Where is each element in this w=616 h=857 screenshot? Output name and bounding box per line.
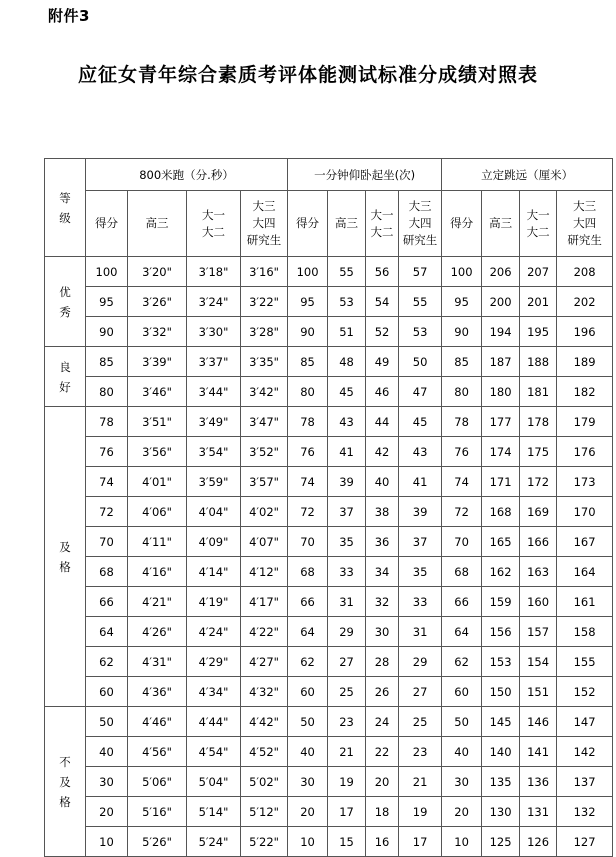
table-cell: 45	[328, 377, 366, 407]
table-cell: 56	[366, 257, 399, 287]
table-cell: 62	[86, 647, 128, 677]
table-cell: 27	[399, 677, 442, 707]
table-cell: 5′16"	[128, 797, 187, 827]
table-cell: 4′29"	[187, 647, 241, 677]
table-row	[45, 407, 613, 437]
table-cell: 70	[86, 527, 128, 557]
table-cell: 20	[86, 797, 128, 827]
table-cell: 28	[366, 647, 399, 677]
table-cell: 39	[328, 467, 366, 497]
table-cell: 78	[86, 407, 128, 437]
table-cell: 10	[86, 827, 128, 857]
table-cell: 130	[482, 797, 520, 827]
table-cell: 72	[86, 497, 128, 527]
table-cell: 3′42"	[241, 377, 288, 407]
table-cell: 29	[328, 617, 366, 647]
table-cell: 37	[328, 497, 366, 527]
table-cell: 189	[557, 347, 613, 377]
grade-header: 等 级	[45, 159, 86, 257]
table-cell: 5′04"	[187, 767, 241, 797]
table-cell: 126	[520, 827, 557, 857]
table-cell: 178	[520, 407, 557, 437]
table-cell: 42	[366, 437, 399, 467]
table-cell: 74	[288, 467, 328, 497]
table-cell: 3′59"	[187, 467, 241, 497]
table-cell: 46	[366, 377, 399, 407]
table-cell: 64	[86, 617, 128, 647]
table-cell: 43	[399, 437, 442, 467]
table-cell: 3′32"	[128, 317, 187, 347]
table-cell: 37	[399, 527, 442, 557]
table-row	[45, 827, 613, 857]
table-cell: 40	[86, 737, 128, 767]
table-cell: 78	[442, 407, 482, 437]
table-cell: 171	[482, 467, 520, 497]
table-cell: 4′01"	[128, 467, 187, 497]
table-cell: 31	[399, 617, 442, 647]
group-header-situps: 一分钟仰卧起坐(次)	[288, 159, 442, 191]
table-cell: 36	[366, 527, 399, 557]
table-cell: 35	[328, 527, 366, 557]
sub-header-score: 得分	[288, 191, 328, 257]
table-cell: 64	[288, 617, 328, 647]
table-cell: 5′24"	[187, 827, 241, 857]
table-cell: 147	[557, 707, 613, 737]
table-cell: 25	[399, 707, 442, 737]
table-cell: 30	[366, 617, 399, 647]
table-cell: 55	[328, 257, 366, 287]
table-cell: 4′42"	[241, 707, 288, 737]
table-cell: 195	[520, 317, 557, 347]
table-cell: 4′46"	[128, 707, 187, 737]
table-cell: 26	[366, 677, 399, 707]
table-cell: 53	[399, 317, 442, 347]
table-cell: 40	[366, 467, 399, 497]
table-cell: 19	[328, 767, 366, 797]
table-cell: 95	[442, 287, 482, 317]
table-row	[45, 287, 613, 317]
table-cell: 48	[328, 347, 366, 377]
table-cell: 33	[328, 557, 366, 587]
table-cell: 3′47"	[241, 407, 288, 437]
table-cell: 169	[520, 497, 557, 527]
table-cell: 4′27"	[241, 647, 288, 677]
table-cell: 30	[86, 767, 128, 797]
table-cell: 5′06"	[128, 767, 187, 797]
table-cell: 4′04"	[187, 497, 241, 527]
table-cell: 173	[557, 467, 613, 497]
table-cell: 155	[557, 647, 613, 677]
table-cell: 57	[399, 257, 442, 287]
grade-label: 优 秀	[45, 257, 86, 347]
table-cell: 50	[288, 707, 328, 737]
table-cell: 202	[557, 287, 613, 317]
table-cell: 95	[288, 287, 328, 317]
table-cell: 68	[288, 557, 328, 587]
table-cell: 4′11"	[128, 527, 187, 557]
table-cell: 166	[520, 527, 557, 557]
table-cell: 3′49"	[187, 407, 241, 437]
table-cell: 76	[86, 437, 128, 467]
table-cell: 16	[366, 827, 399, 857]
table-cell: 163	[520, 557, 557, 587]
table-cell: 90	[288, 317, 328, 347]
table-cell: 90	[86, 317, 128, 347]
table-cell: 72	[442, 497, 482, 527]
table-cell: 153	[482, 647, 520, 677]
table-cell: 4′06"	[128, 497, 187, 527]
table-cell: 64	[442, 617, 482, 647]
table-cell: 74	[86, 467, 128, 497]
table-cell: 158	[557, 617, 613, 647]
table-cell: 47	[399, 377, 442, 407]
sub-header-senior-high: 高三	[482, 191, 520, 257]
table-cell: 3′37"	[187, 347, 241, 377]
table-cell: 125	[482, 827, 520, 857]
grade-label: 良 好	[45, 347, 86, 407]
table-cell: 207	[520, 257, 557, 287]
table-cell: 20	[288, 797, 328, 827]
table-row	[45, 647, 613, 677]
table-cell: 70	[288, 527, 328, 557]
table-cell: 66	[288, 587, 328, 617]
table-cell: 80	[86, 377, 128, 407]
table-cell: 10	[288, 827, 328, 857]
table-cell: 3′56"	[128, 437, 187, 467]
sub-header-senior-high: 高三	[128, 191, 187, 257]
sub-header-senior-high: 高三	[328, 191, 366, 257]
table-cell: 181	[520, 377, 557, 407]
table-cell: 33	[399, 587, 442, 617]
group-header-800m: 800米跑（分.秒）	[86, 159, 288, 191]
table-cell: 72	[288, 497, 328, 527]
table-row	[45, 767, 613, 797]
table-cell: 52	[366, 317, 399, 347]
table-cell: 156	[482, 617, 520, 647]
table-row	[45, 257, 613, 287]
table-cell: 4′07"	[241, 527, 288, 557]
table-cell: 174	[482, 437, 520, 467]
table-cell: 51	[328, 317, 366, 347]
table-cell: 30	[442, 767, 482, 797]
attachment-label: 附件3	[48, 7, 90, 25]
table-cell: 3′51"	[128, 407, 187, 437]
table-cell: 25	[328, 677, 366, 707]
table-cell: 21	[399, 767, 442, 797]
table-cell: 4′09"	[187, 527, 241, 557]
table-cell: 188	[520, 347, 557, 377]
table-cell: 40	[442, 737, 482, 767]
table-cell: 20	[366, 767, 399, 797]
table-cell: 4′16"	[128, 557, 187, 587]
table-cell: 76	[442, 437, 482, 467]
table-cell: 140	[482, 737, 520, 767]
table-row	[45, 557, 613, 587]
table-cell: 4′02"	[241, 497, 288, 527]
table-cell: 127	[557, 827, 613, 857]
table-cell: 74	[442, 467, 482, 497]
table-cell: 132	[557, 797, 613, 827]
table-cell: 18	[366, 797, 399, 827]
table-cell: 3′57"	[241, 467, 288, 497]
score-table-body	[45, 257, 613, 857]
table-cell: 4′12"	[241, 557, 288, 587]
table-cell: 60	[442, 677, 482, 707]
table-cell: 19	[399, 797, 442, 827]
table-cell: 175	[520, 437, 557, 467]
table-cell: 5′02"	[241, 767, 288, 797]
table-cell: 20	[442, 797, 482, 827]
table-cell: 3′24"	[187, 287, 241, 317]
table-cell: 151	[520, 677, 557, 707]
table-cell: 40	[288, 737, 328, 767]
table-cell: 100	[86, 257, 128, 287]
table-cell: 152	[557, 677, 613, 707]
table-cell: 100	[288, 257, 328, 287]
table-cell: 4′21"	[128, 587, 187, 617]
table-cell: 5′14"	[187, 797, 241, 827]
table-row	[45, 437, 613, 467]
table-cell: 23	[399, 737, 442, 767]
table-cell: 53	[328, 287, 366, 317]
table-cell: 4′44"	[187, 707, 241, 737]
table-cell: 3′54"	[187, 437, 241, 467]
table-cell: 41	[399, 467, 442, 497]
table-cell: 3′30"	[187, 317, 241, 347]
table-cell: 17	[399, 827, 442, 857]
table-cell: 68	[86, 557, 128, 587]
table-cell: 131	[520, 797, 557, 827]
table-cell: 142	[557, 737, 613, 767]
table-cell: 176	[557, 437, 613, 467]
sub-header-year1-2: 大一 大二	[520, 191, 557, 257]
table-cell: 164	[557, 557, 613, 587]
table-cell: 172	[520, 467, 557, 497]
table-cell: 55	[399, 287, 442, 317]
table-cell: 78	[288, 407, 328, 437]
table-cell: 85	[288, 347, 328, 377]
table-cell: 95	[86, 287, 128, 317]
table-cell: 146	[520, 707, 557, 737]
table-cell: 141	[520, 737, 557, 767]
group-header-long-jump: 立定跳远（厘米）	[442, 159, 613, 191]
grade-label: 及 格	[45, 407, 86, 707]
table-row	[45, 587, 613, 617]
table-cell: 31	[328, 587, 366, 617]
table-cell: 32	[366, 587, 399, 617]
table-cell: 170	[557, 497, 613, 527]
table-cell: 180	[482, 377, 520, 407]
sub-header-year1-2: 大一 大二	[187, 191, 241, 257]
table-cell: 5′26"	[128, 827, 187, 857]
table-cell: 145	[482, 707, 520, 737]
table-row	[45, 377, 613, 407]
table-cell: 80	[288, 377, 328, 407]
table-cell: 100	[442, 257, 482, 287]
table-cell: 68	[442, 557, 482, 587]
table-cell: 62	[288, 647, 328, 677]
table-cell: 4′56"	[128, 737, 187, 767]
table-cell: 196	[557, 317, 613, 347]
table-cell: 136	[520, 767, 557, 797]
table-cell: 4′54"	[187, 737, 241, 767]
table-cell: 76	[288, 437, 328, 467]
table-cell: 3′26"	[128, 287, 187, 317]
table-cell: 4′26"	[128, 617, 187, 647]
table-row	[45, 467, 613, 497]
table-cell: 4′36"	[128, 677, 187, 707]
table-cell: 43	[328, 407, 366, 437]
table-cell: 3′52"	[241, 437, 288, 467]
table-cell: 150	[482, 677, 520, 707]
table-cell: 54	[366, 287, 399, 317]
table-cell: 39	[399, 497, 442, 527]
table-cell: 4′24"	[187, 617, 241, 647]
table-cell: 23	[328, 707, 366, 737]
table-cell: 177	[482, 407, 520, 437]
table-cell: 44	[366, 407, 399, 437]
table-row	[45, 317, 613, 347]
table-cell: 27	[328, 647, 366, 677]
score-table	[44, 158, 613, 857]
table-cell: 4′52"	[241, 737, 288, 767]
table-cell: 154	[520, 647, 557, 677]
table-cell: 137	[557, 767, 613, 797]
table-cell: 3′39"	[128, 347, 187, 377]
table-cell: 3′22"	[241, 287, 288, 317]
table-cell: 50	[399, 347, 442, 377]
table-cell: 3′18"	[187, 257, 241, 287]
table-cell: 24	[366, 707, 399, 737]
table-cell: 5′12"	[241, 797, 288, 827]
table-cell: 30	[288, 767, 328, 797]
table-cell: 162	[482, 557, 520, 587]
table-cell: 85	[86, 347, 128, 377]
table-row	[45, 797, 613, 827]
table-cell: 85	[442, 347, 482, 377]
table-cell: 34	[366, 557, 399, 587]
table-cell: 187	[482, 347, 520, 377]
table-row	[45, 677, 613, 707]
table-cell: 50	[442, 707, 482, 737]
table-cell: 3′28"	[241, 317, 288, 347]
table-cell: 62	[442, 647, 482, 677]
grade-label: 不 及 格	[45, 707, 86, 857]
table-cell: 66	[442, 587, 482, 617]
sub-header-score: 得分	[86, 191, 128, 257]
table-cell: 3′16"	[241, 257, 288, 287]
table-cell: 4′22"	[241, 617, 288, 647]
table-cell: 160	[520, 587, 557, 617]
table-cell: 66	[86, 587, 128, 617]
table-row	[45, 737, 613, 767]
table-cell: 201	[520, 287, 557, 317]
table-row	[45, 617, 613, 647]
table-cell: 70	[442, 527, 482, 557]
table-cell: 4′34"	[187, 677, 241, 707]
table-cell: 182	[557, 377, 613, 407]
table-cell: 49	[366, 347, 399, 377]
sub-header-year1-2: 大一 大二	[366, 191, 399, 257]
table-cell: 159	[482, 587, 520, 617]
table-cell: 4′31"	[128, 647, 187, 677]
table-cell: 167	[557, 527, 613, 557]
table-cell: 200	[482, 287, 520, 317]
table-cell: 60	[86, 677, 128, 707]
table-cell: 208	[557, 257, 613, 287]
document-title: 应征女青年综合素质考评体能测试标准分成绩对照表	[77, 64, 538, 86]
table-cell: 29	[399, 647, 442, 677]
table-cell: 45	[399, 407, 442, 437]
table-cell: 3′44"	[187, 377, 241, 407]
table-cell: 15	[328, 827, 366, 857]
table-cell: 90	[442, 317, 482, 347]
sub-header-year3-4-grad: 大三 大四 研究生	[557, 191, 613, 257]
table-cell: 4′17"	[241, 587, 288, 617]
table-cell: 3′46"	[128, 377, 187, 407]
table-cell: 168	[482, 497, 520, 527]
table-cell: 4′32"	[241, 677, 288, 707]
table-row	[45, 497, 613, 527]
table-cell: 17	[328, 797, 366, 827]
table-cell: 41	[328, 437, 366, 467]
table-cell: 206	[482, 257, 520, 287]
table-row	[45, 707, 613, 737]
table-cell: 161	[557, 587, 613, 617]
table-cell: 4′19"	[187, 587, 241, 617]
table-cell: 50	[86, 707, 128, 737]
table-row	[45, 527, 613, 557]
table-cell: 10	[442, 827, 482, 857]
table-row	[45, 347, 613, 377]
table-cell: 3′20"	[128, 257, 187, 287]
table-cell: 3′35"	[241, 347, 288, 377]
table-cell: 35	[399, 557, 442, 587]
sub-header-year3-4-grad: 大三 大四 研究生	[241, 191, 288, 257]
sub-header-score: 得分	[442, 191, 482, 257]
table-cell: 135	[482, 767, 520, 797]
table-cell: 22	[366, 737, 399, 767]
table-cell: 4′14"	[187, 557, 241, 587]
table-cell: 60	[288, 677, 328, 707]
table-cell: 80	[442, 377, 482, 407]
sub-header-year3-4-grad: 大三 大四 研究生	[399, 191, 442, 257]
table-cell: 157	[520, 617, 557, 647]
table-cell: 179	[557, 407, 613, 437]
table-cell: 21	[328, 737, 366, 767]
table-cell: 194	[482, 317, 520, 347]
table-cell: 5′22"	[241, 827, 288, 857]
table-cell: 38	[366, 497, 399, 527]
table-cell: 165	[482, 527, 520, 557]
